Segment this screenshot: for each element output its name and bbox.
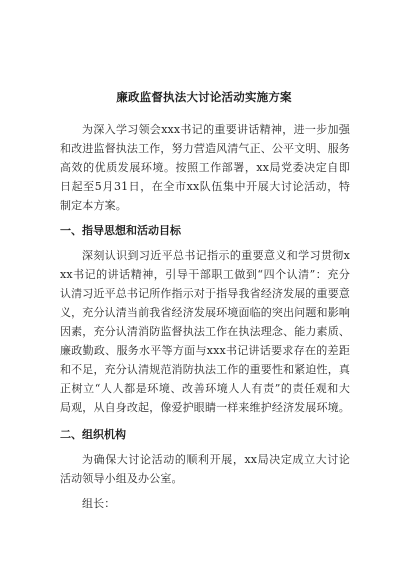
section-2-paragraph: 为确保大讨论活动的顺利开展，xx局决定成立大讨论活动领导小组及办公室。 xyxy=(60,453,350,485)
section-1-paragraph: 深刻认识到习近平总书记指示的重要意义和学习贯彻xxx书记的讲话精神，引导干部职工做到“四个认清”：充分认清习近平总书记所作指示对于指导我省经济发展的重要意义，充分认清当前我省经济发展环境面临的突出问题和影响因素，充分认清消防监督执法工作在执法理念、能力素质、廉政勤政、服务水平等方面与xxx书记讲话要求存在的差距和不足，充分认清规范消防执法工作的重要性和紧迫性，真正树立“人人都是环境、改善环境人人有责”的责任观和大局观，从自身改起，像爱护眼睛一样来维护经济发展环境。 xyxy=(60,249,350,414)
document-body xyxy=(60,120,350,513)
leader-line: 组长： xyxy=(82,497,116,510)
document-title: 廉政监督执法大讨论活动实施方案 xyxy=(116,90,292,104)
section-1-heading: 一、指导思想和活动目标 xyxy=(60,224,181,237)
intro-paragraph: 为深入学习领会xxx书记的重要讲话精神，进一步加强和改进监督执法工作，努力营造风清气正、公平文明、服务高效的优质发展环境。按照工作部署，xx局党委决定自即日起至5月31日，在全市xx队伍集中开展大讨论活动，特制定本方案。 xyxy=(60,123,350,212)
section-2-heading: 二、组织机构 xyxy=(60,428,126,441)
